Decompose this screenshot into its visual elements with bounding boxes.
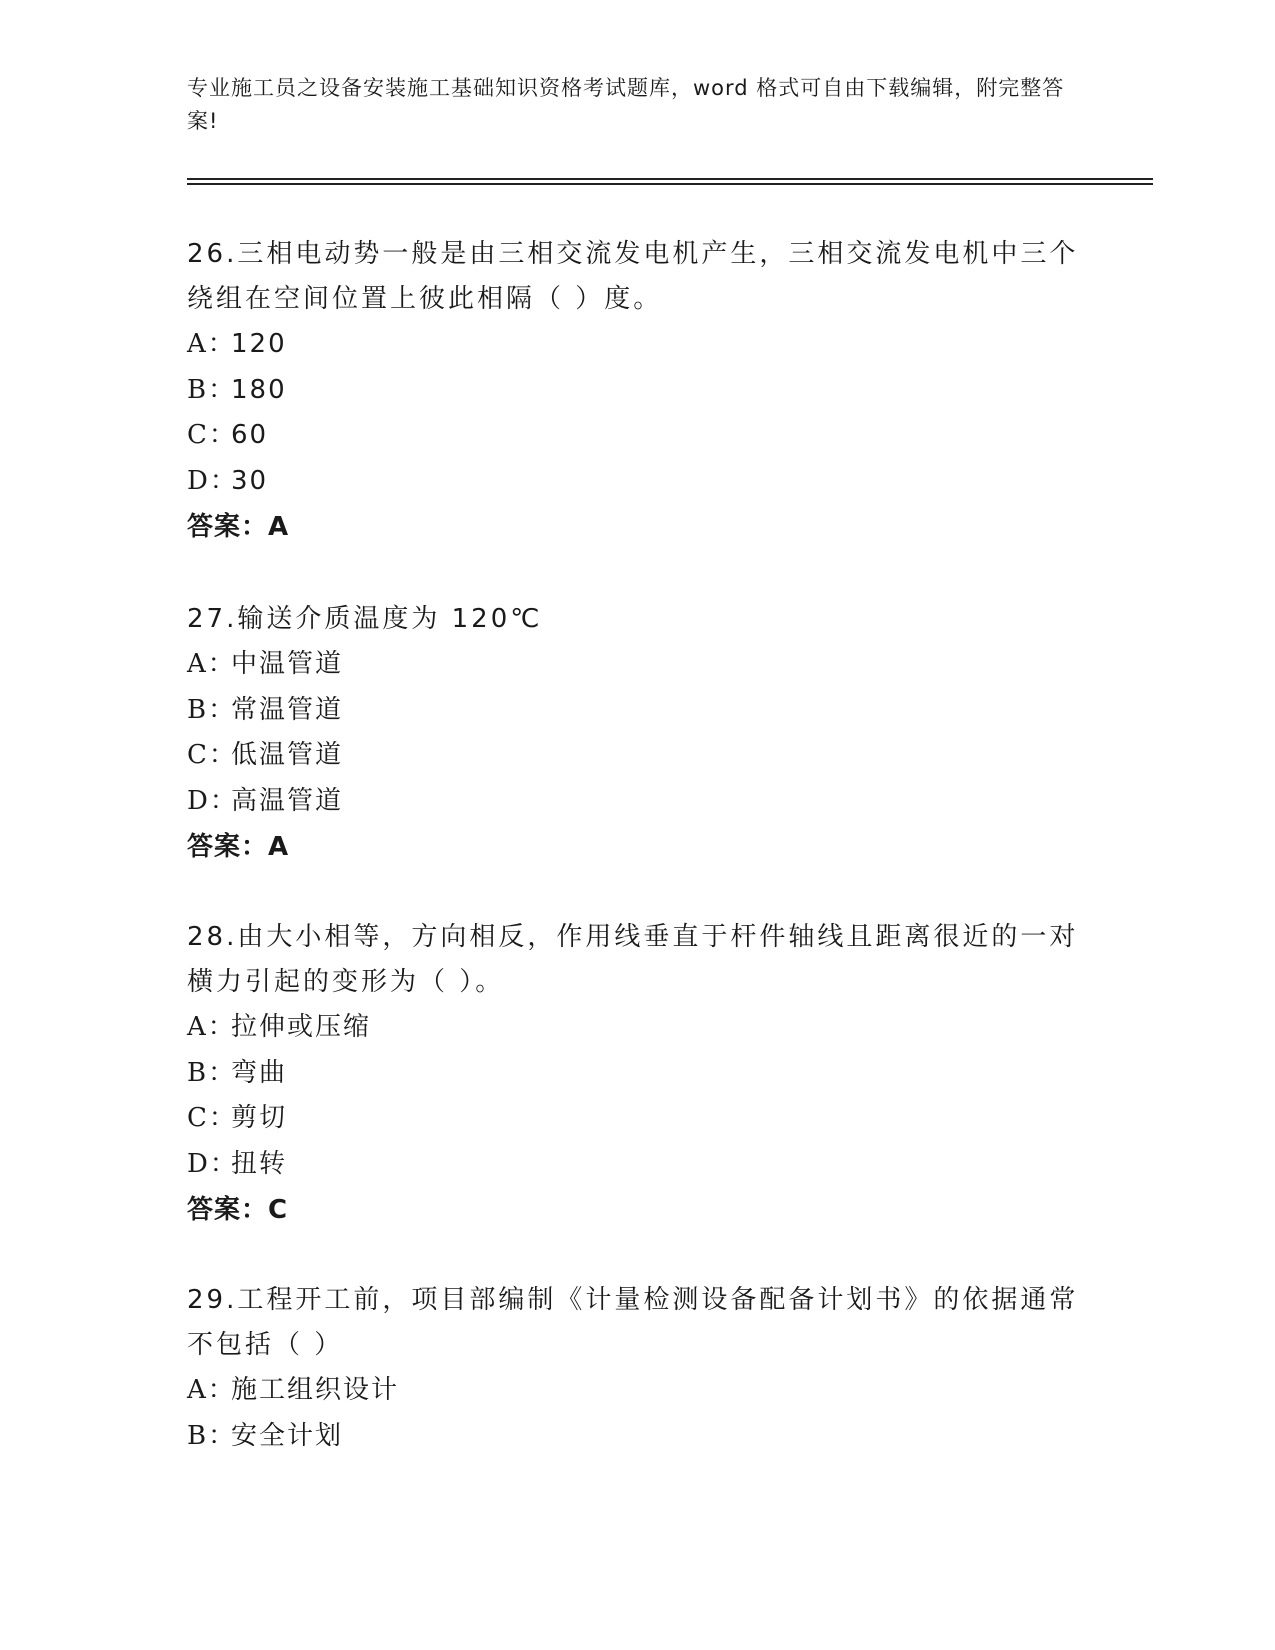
- option-key: A：: [187, 1375, 236, 1405]
- option-c: [187, 1096, 1087, 1142]
- option-b: [187, 368, 1087, 414]
- option-text: 剪切: [231, 1103, 288, 1133]
- option-key: D：: [187, 1148, 238, 1179]
- option-key: B：: [187, 694, 237, 725]
- option-key: C：: [187, 420, 237, 450]
- option-key: B：: [187, 1057, 237, 1088]
- option-d: [187, 459, 1087, 505]
- question-27: [187, 597, 1087, 870]
- option-key: C：: [187, 740, 237, 770]
- document-header: 专业施工员之设备安装施工基础知识资格考试题库，word 格式可自由下载编辑，附完整答案!: [187, 76, 1065, 133]
- option-key: B：: [187, 374, 237, 405]
- option-a: [187, 1368, 1087, 1414]
- option-d: [187, 779, 1087, 825]
- option-text: 120: [231, 329, 287, 359]
- option-text: 低温管道: [231, 740, 344, 770]
- option-text: 高温管道: [231, 785, 344, 816]
- option-text: 30: [231, 465, 269, 496]
- option-text: 中温管道: [231, 649, 344, 679]
- question-26: [187, 232, 1087, 550]
- option-b: [187, 1414, 1087, 1460]
- option-text: 拉伸或压缩: [231, 1012, 372, 1042]
- option-text: 扭转: [231, 1148, 288, 1179]
- option-a: [187, 642, 1087, 688]
- option-text: 常温管道: [231, 694, 344, 725]
- question-28: [187, 915, 1087, 1233]
- option-text: 60: [231, 420, 269, 450]
- option-c: [187, 733, 1087, 779]
- option-key: A：: [187, 649, 236, 679]
- option-key: C：: [187, 1103, 237, 1133]
- option-key: B：: [187, 1420, 237, 1451]
- option-text: 施工组织设计: [231, 1375, 400, 1405]
- question-stem: 28.由大小相等，方向相反，作用线垂直于杆件轴线且距离很近的一对横力引起的变形为（ ）。: [187, 922, 1079, 997]
- option-d: [187, 1142, 1087, 1188]
- option-text: 安全计划: [231, 1420, 344, 1451]
- answer-line: 答案：C: [187, 1195, 289, 1225]
- question-stem: 27.输送介质温度为 120℃: [187, 604, 543, 634]
- answer-line: 答案：A: [187, 512, 290, 542]
- option-c: [187, 413, 1087, 459]
- option-key: D：: [187, 465, 238, 496]
- answer-line: 答案：A: [187, 832, 290, 862]
- option-a: [187, 1005, 1087, 1051]
- question-stem: 29.工程开工前，项目部编制《计量检测设备配备计划书》的依据通常不包括（ ）: [187, 1285, 1079, 1360]
- header-divider-bottom: [187, 183, 1153, 185]
- option-text: 180: [231, 374, 287, 405]
- option-key: A：: [187, 329, 236, 359]
- option-a: [187, 322, 1087, 368]
- option-b: [187, 688, 1087, 734]
- option-key: A：: [187, 1012, 236, 1042]
- question-29: [187, 1278, 1087, 1459]
- header-divider-top: [187, 178, 1153, 180]
- option-text: 弯曲: [231, 1057, 288, 1088]
- option-b: [187, 1051, 1087, 1097]
- question-stem: 26.三相电动势一般是由三相交流发电机产生，三相交流发电机中三个绕组在空间位置上彼此相隔（ ）度。: [187, 239, 1079, 314]
- option-key: D：: [187, 785, 238, 816]
